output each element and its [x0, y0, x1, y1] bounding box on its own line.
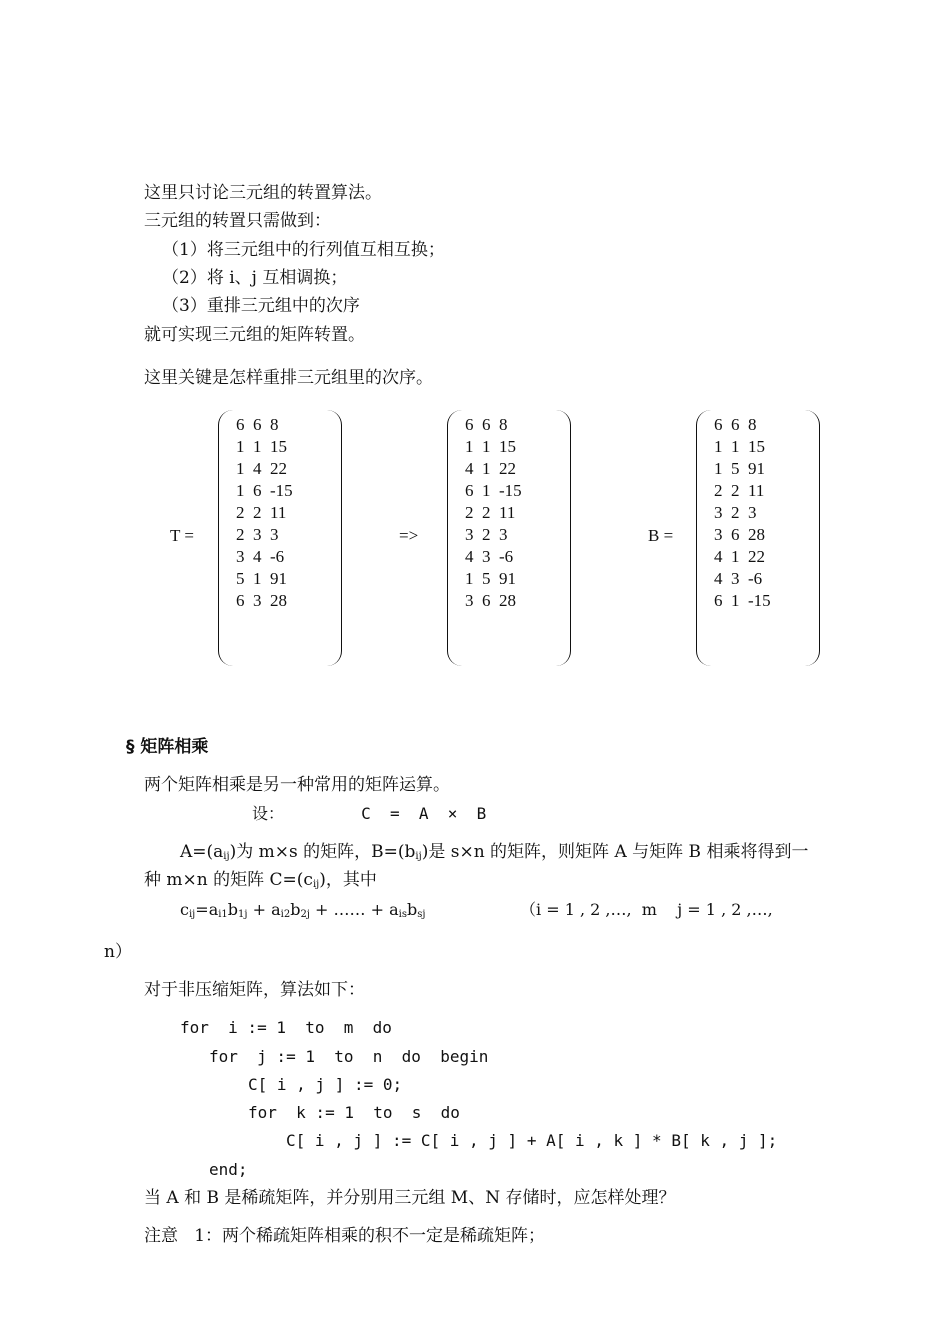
bracket-left	[696, 410, 711, 666]
code-line: C[ i , j ] := 0;	[248, 1075, 403, 1094]
formula-part: + …… + a	[309, 900, 399, 919]
matrix-row: 3 2 3	[714, 503, 757, 522]
code-line: end;	[209, 1160, 248, 1179]
intro-line-1: 这里只讨论三元组的转置算法。	[144, 183, 382, 203]
formula-part: b	[227, 900, 239, 919]
matrix-b-rows	[714, 414, 771, 612]
matrix-row: 1 1 15	[465, 437, 516, 456]
subscript: i2	[280, 909, 291, 920]
matrix-row: 3 6 28	[465, 591, 516, 610]
bracket-left	[447, 410, 462, 666]
subscript: is	[398, 909, 407, 920]
subscript: 1j	[238, 909, 248, 920]
subscript: 2j	[300, 909, 310, 920]
section-paragraph-3: 对于非压缩矩阵，算法如下：	[144, 980, 365, 1000]
bracket-right	[805, 410, 820, 666]
subscript: ij	[415, 851, 422, 862]
matrix-row: 2 2 11	[714, 481, 765, 500]
subscript: ij	[188, 909, 196, 920]
matrix-row: 6 1 -15	[714, 591, 771, 610]
matrix-row: 6 6 8	[236, 415, 279, 434]
text-fragment: 种 m×n 的矩阵 C=(c	[144, 870, 313, 890]
text-fragment: )为 m×s 的矩阵，B=(b	[229, 842, 416, 862]
matrix-row: 3 4 -6	[236, 547, 285, 566]
matrix-row: 5 1 91	[236, 569, 287, 588]
bracket-right	[327, 410, 342, 666]
text-fragment: )，其中	[319, 870, 377, 890]
matrix-b	[696, 410, 820, 666]
formula-part: b	[406, 900, 418, 919]
note-line: 注意 1：两个稀疏矩阵相乘的积不一定是稀疏矩阵；	[144, 1226, 546, 1246]
section-paragraph-2a	[180, 842, 808, 867]
transform-arrow: =>	[399, 526, 419, 545]
intro-line-3: 就可实现三元组的矩阵转置。	[144, 325, 365, 345]
intro-step-1: （1）将三元组中的行列值互相互换；	[162, 240, 445, 260]
matrix-t	[218, 410, 342, 666]
subscript: ij	[312, 879, 320, 890]
intro-step-2: （2）将 i、j 互相调换；	[162, 268, 348, 288]
matrix-row: 1 4 22	[236, 459, 287, 478]
code-line: for i := 1 to m do	[180, 1018, 392, 1037]
matrix-row: 2 2 11	[236, 503, 287, 522]
matrix-b-label: B =	[648, 526, 674, 545]
matrix-row: 2 3 3	[236, 525, 279, 544]
matrix-row: 1 6 -15	[236, 481, 293, 500]
formula-index-range: （i = 1 , 2 ,…, m j = 1 , 2 ,…,	[520, 900, 773, 919]
formula-part: b	[290, 900, 301, 919]
section-paragraph-1: 两个矩阵相乘是另一种常用的矩阵运算。	[144, 775, 450, 795]
definition-line: 设： C = A × B	[252, 804, 487, 823]
matrix-t-label: T =	[170, 526, 194, 545]
code-line: for k := 1 to s do	[248, 1103, 460, 1122]
text-fragment: )是 s×n 的矩阵，则矩阵 A 与矩阵 B 相乘将得到一	[421, 842, 809, 862]
matrix-row: 4 3 -6	[465, 547, 514, 566]
matrix-row: 6 1 -15	[465, 481, 522, 500]
matrix-intermediate-rows	[465, 414, 522, 612]
matrix-row: 4 1 22	[465, 459, 516, 478]
section-title: § 矩阵相乘	[126, 737, 209, 757]
subscript: ij	[223, 851, 230, 862]
intro-line-4: 这里关键是怎样重排三元组里的次序。	[144, 368, 433, 388]
matrix-row: 6 6 8	[714, 415, 757, 434]
text-fragment: A=(a	[180, 842, 224, 862]
formula-range-close: n）	[104, 942, 132, 962]
intro-step-3: （3）重排三元组中的次序	[162, 296, 360, 316]
bracket-right	[556, 410, 571, 666]
section-paragraph-2b	[144, 870, 377, 895]
question-line: 当 A 和 B 是稀疏矩阵，并分别用三元组 M、N 存储时，应怎样处理？	[144, 1188, 676, 1208]
matrix-row: 1 5 91	[465, 569, 516, 588]
matrix-row: 6 6 8	[465, 415, 508, 434]
matrix-row: 1 5 91	[714, 459, 765, 478]
code-line: C[ i , j ] := C[ i , j ] + A[ i , k ] * B[ k , j ];	[286, 1131, 778, 1150]
matrix-t-rows	[236, 414, 293, 612]
matrix-row: 1 1 15	[714, 437, 765, 456]
matrix-row: 4 3 -6	[714, 569, 763, 588]
matrix-intermediate	[447, 410, 571, 666]
formula-part: =a	[195, 900, 219, 919]
bracket-left	[218, 410, 233, 666]
matrix-row: 4 1 22	[714, 547, 765, 566]
matrix-row: 3 6 28	[714, 525, 765, 544]
intro-line-2: 三元组的转置只需做到：	[144, 211, 331, 231]
product-formula	[180, 900, 425, 925]
matrix-row: 2 2 11	[465, 503, 516, 522]
formula-part: + a	[247, 900, 281, 919]
subscript: i1	[218, 909, 228, 920]
matrix-row: 1 1 15	[236, 437, 287, 456]
subscript: sj	[417, 909, 426, 920]
formula-part: c	[180, 900, 189, 919]
matrix-row: 6 3 28	[236, 591, 287, 610]
code-line: for j := 1 to n do begin	[209, 1047, 489, 1066]
matrix-row: 3 2 3	[465, 525, 508, 544]
